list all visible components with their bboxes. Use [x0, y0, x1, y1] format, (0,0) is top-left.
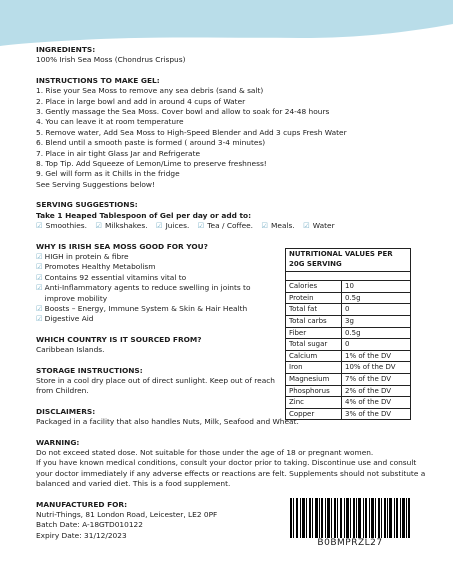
instructions-step: 7. Place in air tight Glass Jar and Refrigerate [36, 148, 201, 158]
serving-item: ☑ Meals. [261, 221, 295, 231]
ingredients-text: 100% Irish Sea Moss (Chondrus Crispus) [36, 55, 186, 65]
check-icon: ☑ [36, 283, 43, 293]
check-icon: ☑ [197, 221, 205, 231]
nutrition-row: Fiber 0.5g [286, 328, 410, 340]
instructions-heading: INSTRUCTIONS TO MAKE GEL: [36, 75, 160, 85]
check-icon: ☑ [36, 221, 43, 231]
why-item: ☑ HIGH in protein & fibre [36, 251, 129, 261]
serving-item: ☑ Milkshakes. [95, 221, 148, 231]
check-icon: ☑ [261, 221, 269, 231]
why-item: ☑ Digestive Aid [36, 314, 94, 324]
storage-heading: STORAGE INSTRUCTIONS: [36, 365, 143, 375]
ingredients-heading: INGREDIENTS: [36, 45, 96, 54]
nutrition-row: Protein 0.5g [286, 293, 410, 305]
why-item: ☑ Anti-Inflammatory agents to reduce swelling in joints to improve mobility [36, 283, 251, 303]
instructions-step: 9. Gel will form as it Chills in the fridge [36, 169, 180, 179]
instructions-step: 8. Top Tip. Add Squeeze of Lemon/Lime to preserve freshness! [36, 159, 267, 169]
nutrition-row: Total carbs 3g [286, 316, 410, 328]
header-wave-band [0, 0, 453, 48]
warning-line: If you have known medical conditions, consult your doctor prior to taking. Discontinue use and consult your doctor immediately if any adverse effects or reactions are felt. Supplements should not substitute a balanced and varied diet. This is a food supplement. [36, 458, 426, 489]
check-icon: ☑ [36, 262, 43, 272]
nutrition-table [285, 248, 411, 420]
nutrition-row: Calcium 1% of the DV [286, 351, 410, 363]
check-icon: ☑ [36, 314, 43, 324]
check-icon: ☑ [95, 221, 102, 231]
serving-item: ☑ Water [303, 221, 335, 231]
instructions-step: 2. Place in large bowl and add in around 4 cups of Water [36, 96, 246, 106]
source-text: Caribbean Islands. [36, 345, 105, 355]
warning-heading: WARNING: [36, 437, 80, 447]
serving-item: ☑ Juices. [155, 221, 190, 231]
why-item: ☑ Contains 92 essential vitamins vital to [36, 272, 187, 282]
nutrition-row: Phosphorus 2% of the DV [286, 386, 410, 398]
instructions-footer: See Serving Suggestions below! [36, 179, 155, 189]
serving-items [36, 221, 426, 231]
nutrition-spacer [286, 272, 410, 281]
why-item: ☑ Boosts – Energy, Immune System & Skin & Hair Health [36, 303, 248, 313]
instructions-step: 1. Rise your Sea Moss to remove any sea debris (sand & salt) [36, 86, 264, 96]
instructions-step: 6. Blend until a smooth paste is formed ( around 3-4 minutes) [36, 138, 266, 148]
serving-item: ☑ Smoothies. [36, 221, 87, 231]
why-list [36, 252, 276, 325]
source-heading: WHICH COUNTRY IS IT SOURCED FROM? [36, 334, 202, 344]
warning-line: Do not exceed stated dose. Not suitable for those under the age of 18 or pregnant women. [36, 448, 374, 457]
check-icon: ☑ [36, 251, 43, 261]
serving-item: ☑ Tea / Coffee. [197, 221, 254, 231]
instructions-step: 4. You can leave it at room temperature [36, 117, 184, 127]
instructions-step: 5. Remove water, Add Sea Moss to High-Speed Blender and Add 3 cups Fresh Water [36, 127, 347, 137]
nutrition-row: Total fat 0 [286, 304, 410, 316]
disclaimers-heading: DISCLAIMERS: [36, 406, 96, 416]
barcode-number: B0BMPRZL27 [317, 538, 383, 548]
nutrition-row: Zinc 4% of the DV [286, 397, 410, 409]
batch-date: Batch Date: A-18GTD010122 [36, 520, 143, 530]
nutrition-row: Calories 10 [286, 281, 410, 293]
disclaimers-text: Packaged in a facility that also handles Nuts, Milk, Seafood and Wheat. [36, 417, 299, 427]
check-icon: ☑ [36, 272, 43, 282]
nutrition-row: Total sugar 0 [286, 339, 410, 351]
check-icon: ☑ [36, 303, 43, 313]
expiry-date: Expiry Date: 31/12/2023 [36, 530, 127, 540]
serving-heading: SERVING SUGGESTIONS: [36, 200, 138, 210]
manufacturer-heading: MANUFACTURED FOR: [36, 499, 128, 509]
manufacturer-address: Nutri-Things, 81 London Road, Leicester, LE2 0PF [36, 510, 218, 520]
check-icon: ☑ [155, 221, 163, 231]
nutrition-row: Iron 10% of the DV [286, 362, 410, 374]
why-item: ☑ Promotes Healthy Metabolism [36, 262, 156, 272]
barcode-image [290, 498, 410, 538]
nutrition-heading: NUTRITIONAL VALUES PER 20G SERVING [286, 249, 410, 272]
nutrition-row: Copper 3% of the DV [286, 409, 410, 420]
why-heading: WHY IS IRISH SEA MOSS GOOD FOR YOU? [36, 241, 208, 251]
nutrition-row: Magnesium 7% of the DV [286, 374, 410, 386]
storage-text: Store in a cool dry place out of direct sunlight. Keep out of reach from Children. [36, 375, 275, 396]
instructions-step: 3. Gently massage the Sea Moss. Cover bowl and allow to soak for 24-48 hours [36, 107, 330, 117]
check-icon: ☑ [303, 221, 310, 231]
serving-subheading: Take 1 Heaped Tablespoon of Gel per day or add to: [36, 210, 252, 220]
